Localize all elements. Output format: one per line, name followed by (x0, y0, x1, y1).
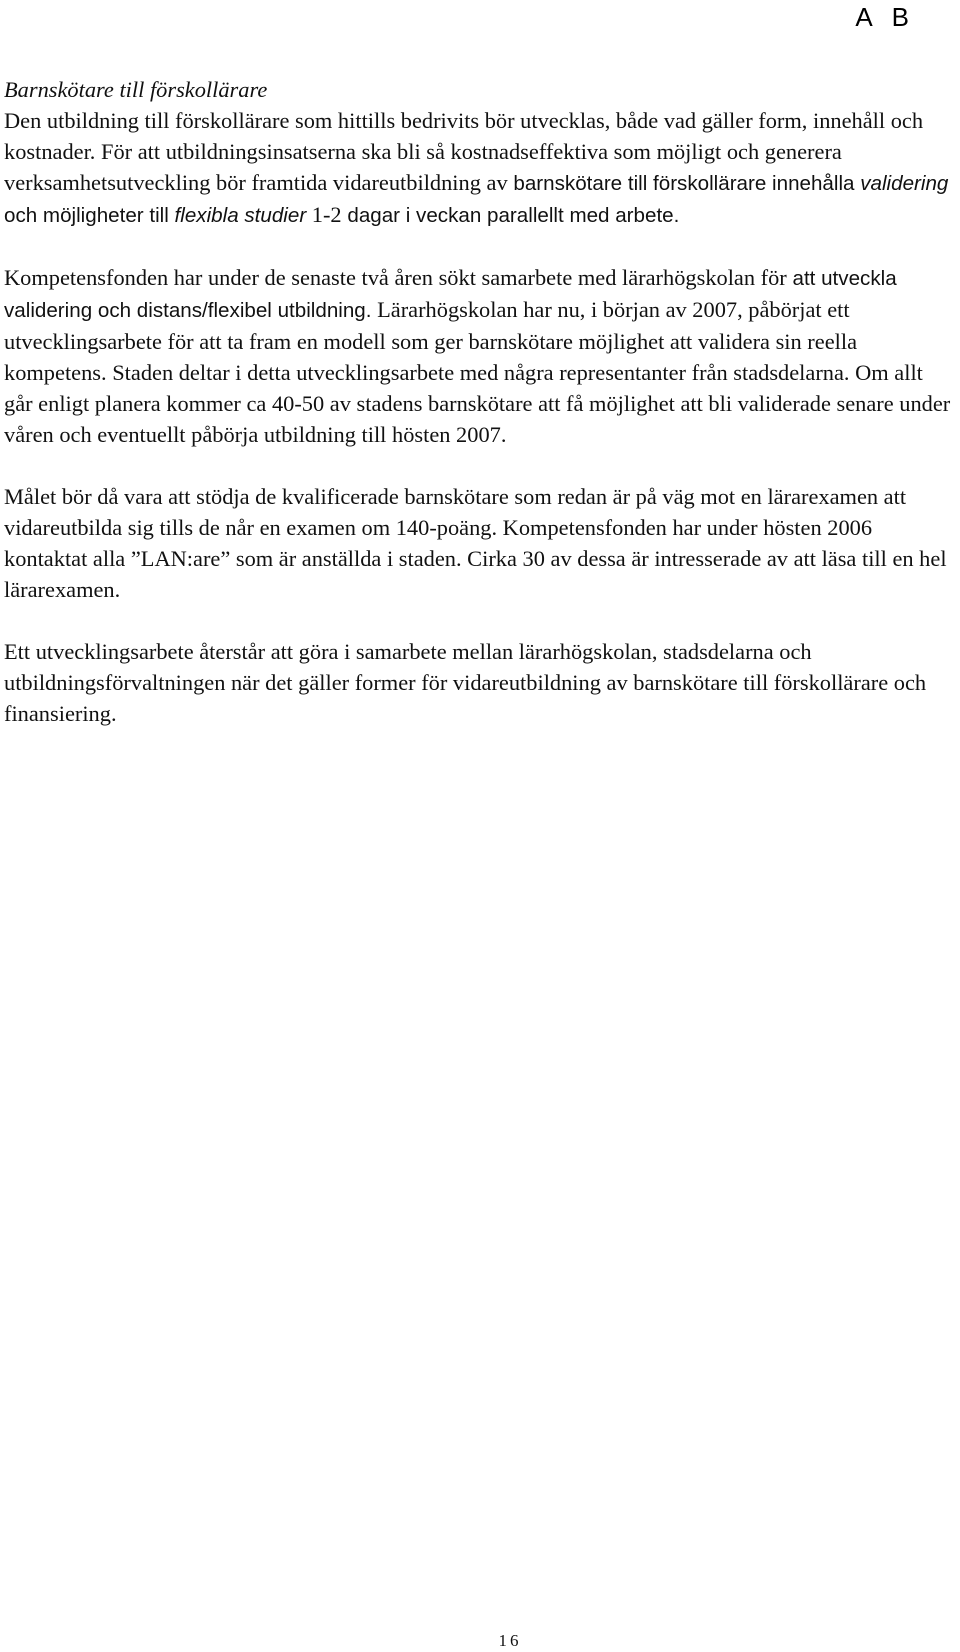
paragraph-2-a: Kompetensfonden har under de senaste två åren sökt samarbete med lärarhögskolan för (4, 265, 787, 290)
document-body (4, 74, 952, 760)
paragraph-2-sans: att utveckla validering och distans/flexibel utbildning. (4, 267, 897, 322)
header-letter-a: A (855, 2, 874, 32)
paragraph-1-emphasis-flexibla: flexibla studier (174, 204, 307, 227)
paragraph-2 (4, 262, 952, 450)
paragraph-4: Ett utvecklingsarbete återstår att göra i samarbete mellan lärarhögskolan, stadsdelarna och utbildningsförvaltningen när det gäller former för vidareutbildning av barnskötare till förskollärare och finansiering. (4, 639, 927, 726)
paragraph-1-tail: 1-2 (306, 202, 342, 227)
paragraph-1-lead: Den utbildning till förskollärare som hittills bedrivits bör utvecklas, både vad gäller form, innehåll och kostnader. (4, 108, 924, 164)
paragraph-1-emphasis-validering: validering (860, 172, 949, 195)
page-number: 16 (498, 1631, 522, 1650)
paragraph-1-mid: För att utbildningsinsatserna ska bli så kostnadseffektiva som möjligt och generera verksamhetsutveckling bör framtida vidareutbildning av (4, 139, 842, 195)
paragraph-1-sans-a: barnskötare till förskollärare innehålla (507, 172, 861, 195)
section-title: Barnskötare till förskollärare (4, 77, 268, 102)
paragraph-1 (4, 105, 952, 231)
paragraph-1-sans-c: dagar i veckan parallellt med arbete. (341, 204, 680, 227)
paragraph-2-b: Lärarhögskolan har nu, i början av 2007, påbörjat ett utvecklingsarbete för att ta fram en modell som ger barnskötare möjlighet att validera sin reella kompetens. Staden deltar i detta utvecklingsarbete med några representanter från stadsdelarna. Om allt går enligt planera kommer ca 40-50 av stadens barnskötare att få möjlighet att bli validerade senare under våren och eventuellt påbörja utbildning till hösten 2007. (4, 297, 951, 447)
paragraph-3: Målet bör då vara att stödja de kvalificerade barnskötare som redan är på väg mot en lärarexamen att vidareutbilda sig tills de når en examen om 140-poäng. Kompetensfonden har under hösten 2006 kontaktat alla ”LAN:are” som är anställda i staden. Cirka 30 av dessa är intresserade av att läsa till en hel lärarexamen. (4, 484, 947, 602)
header-letters (855, 2, 910, 33)
header-letter-b: B (891, 2, 910, 32)
paragraph-1-sans-b: och möjligheter till (4, 204, 175, 227)
